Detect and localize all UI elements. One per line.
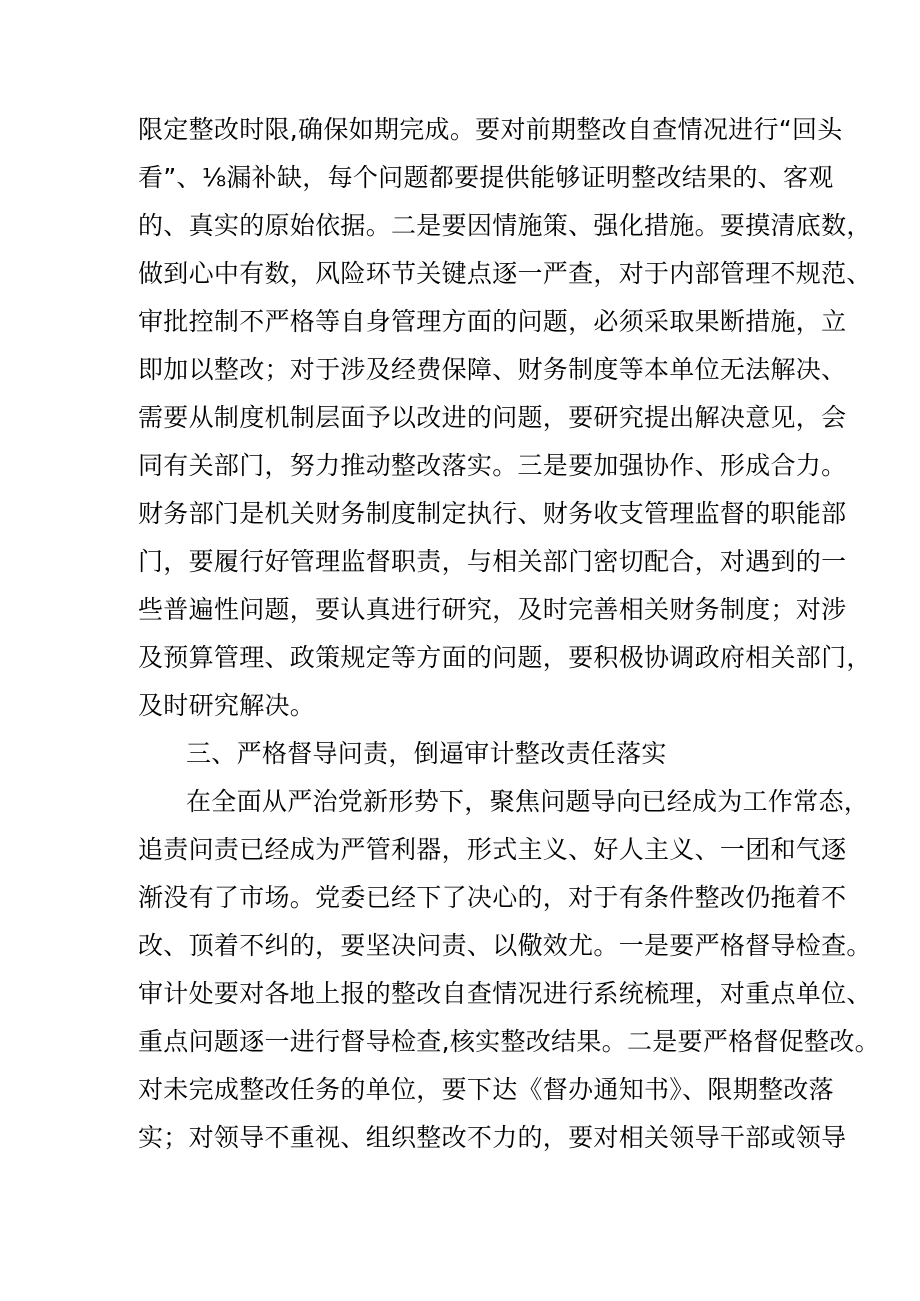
text-line: 渐没有了市场。党委已经下了决心的，对于有条件整改仍拖着不	[138, 883, 847, 912]
text-line: 改、顶着不纠的，要坚决问责、以儆效尤。一是要严格督导检查。	[138, 931, 872, 960]
text-line: 及时研究解决。	[138, 691, 316, 720]
text-line: 的、真实的原始依据。二是要因情施策、强化措施。要摸清底数，	[138, 211, 872, 240]
text-line: 做到心中有数，风险环节关键点逐一严查，对于内部管理不规范、	[138, 259, 872, 288]
text-line: 限定整改时限,确保如期完成。要对前期整改自查情况进行“回头	[138, 115, 843, 144]
text-line: 追责问责已经成为严管利器，形式主义、好人主义、一团和气逐	[138, 835, 847, 864]
document-body	[138, 106, 880, 1162]
section-heading: 三、严格督导问责，倒逼审计整改责任落实	[186, 739, 667, 768]
text-line: 同有关部门，努力推动整改落实。三是要加强协作、形成合力。	[138, 451, 847, 480]
paragraph-first-line: 在全面从严治党新形势下，聚焦问题导向已经成为工作常态，	[186, 787, 870, 816]
text-line: 审计处要对各地上报的整改自查情况进行系统梳理，对重点单位、	[138, 979, 872, 1008]
text-line: 些普遍性问题，要认真进行研究，及时完善相关财务制度；对涉	[138, 595, 847, 624]
text-line: 看”、⅛漏补缺，每个问题都要提供能够证明整改结果的、客观	[138, 163, 834, 192]
text-line: 审批控制不严格等自身管理方面的问题，必须采取果断措施，立	[138, 307, 847, 336]
text-line: 即加以整改；对于涉及经费保障、财务制度等本单位无法解决、	[138, 355, 847, 384]
text-line: 需要从制度机制层面予以改进的问题，要研究提出解决意见，会	[138, 403, 847, 432]
text-line: 实；对领导不重视、组织整改不力的，要对相关领导干部或领导	[138, 1123, 847, 1152]
text-line: 重点问题逐一进行督导检查,核实整改结果。二是要严格督促整改。	[138, 1027, 880, 1056]
text-line: 及预算管理、政策规定等方面的问题，要积极协调政府相关部门，	[138, 643, 872, 672]
text-line: 门，要履行好管理监督职责，与相关部门密切配合，对遇到的一	[138, 547, 847, 576]
text-line: 对未完成整改任务的单位，要下达《督办通知书》、限期整改落	[138, 1075, 834, 1104]
text-line: 财务部门是机关财务制度制定执行、财务收支管理监督的职能部	[138, 499, 847, 528]
